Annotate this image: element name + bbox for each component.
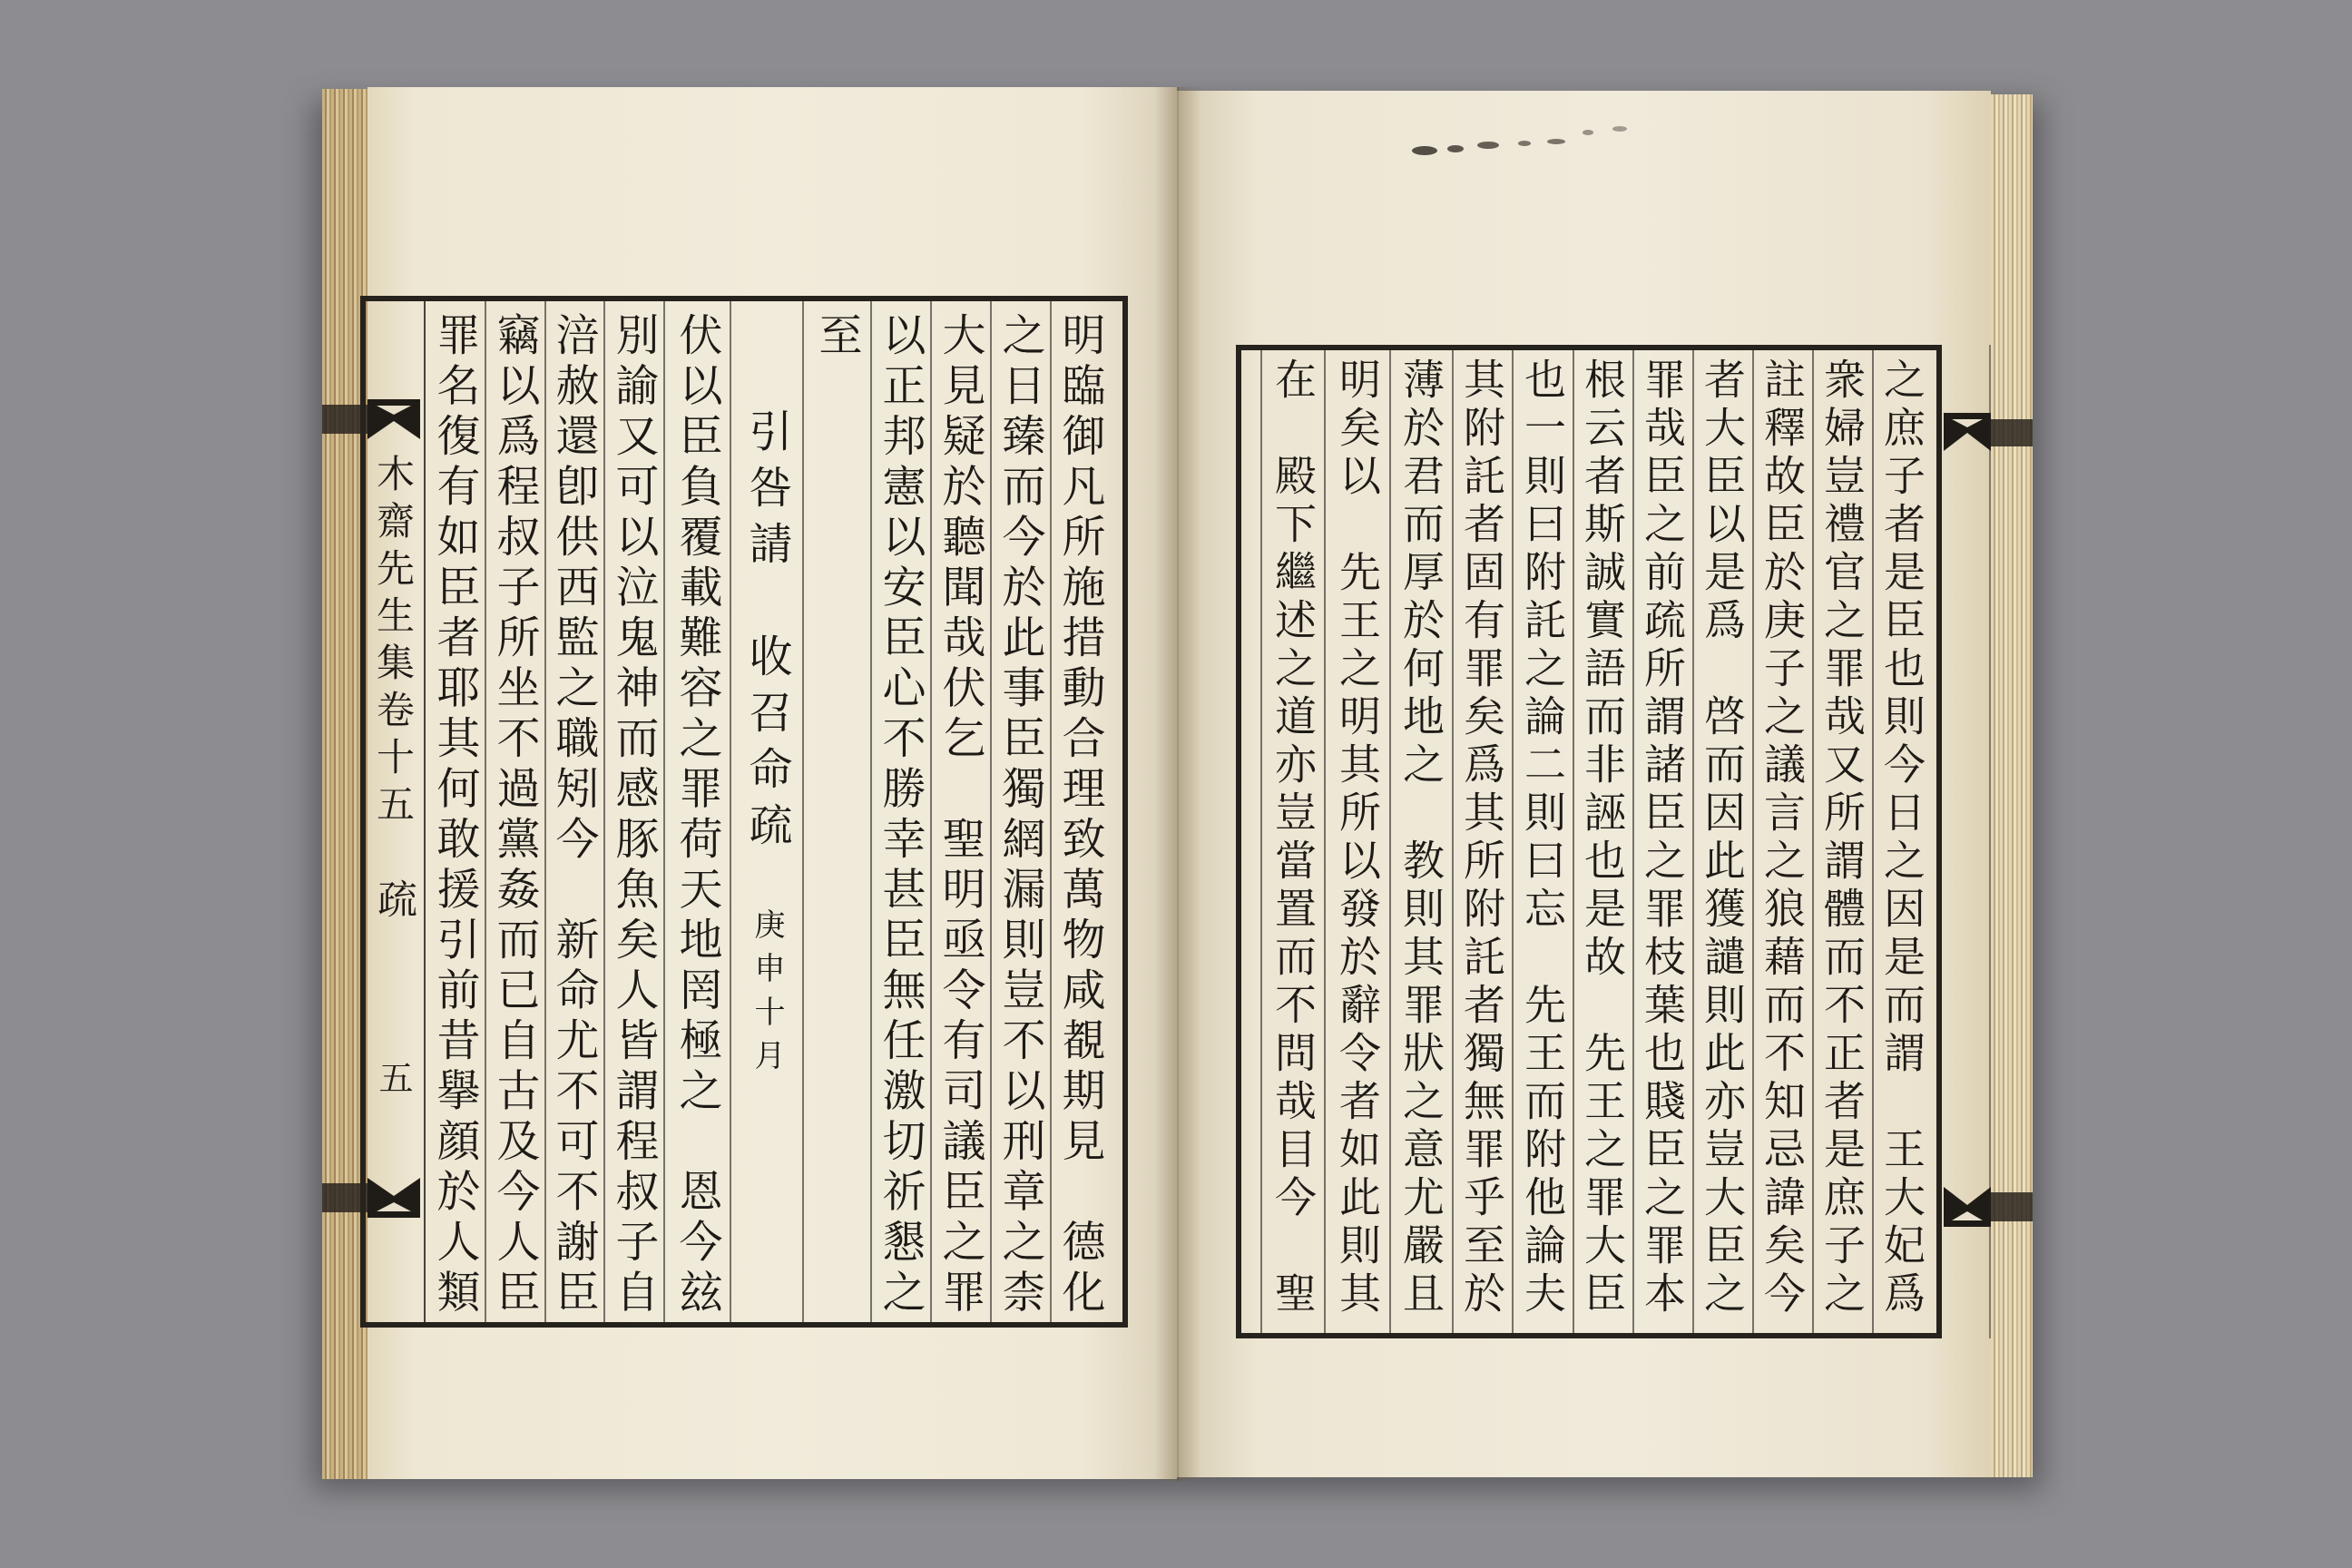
left-text-column: 涪赦還卽供西監之職矧今 新命尤不可不謝臣 xyxy=(544,296,603,1328)
section-label-margin: 疏 xyxy=(370,878,416,918)
book-spine xyxy=(1154,87,1201,1481)
book-title-margin: 木齋先生集卷十五 xyxy=(371,454,416,831)
date-annotation: 庚申十月 xyxy=(749,908,785,1083)
right-text-column: 其附託者固有罪矣爲其所附託者獨無罪乎至於 xyxy=(1452,345,1512,1338)
right-text-column: 在 殿下繼述之道亦豈當置而不問哉目今 聖 xyxy=(1260,345,1324,1338)
left-text-column: 罪名復有如臣者耶其何敢援引前昔擧顔於人類 xyxy=(424,296,485,1328)
lower-fish-tail-icon xyxy=(368,1178,420,1218)
binding-band xyxy=(1991,419,2033,446)
left-text-column: 明臨御凡所施措動合理致萬物咸覩期見 德化 xyxy=(1050,296,1110,1328)
page-number-margin: 五 xyxy=(373,1060,413,1094)
memorial-title-column xyxy=(730,296,802,1328)
right-text-column: 根云者斯誠實語而非誣也是故 先王之罪大臣 xyxy=(1573,345,1632,1338)
left-text-column: 以正邦憲以安臣心不勝幸甚臣無任激切祈懇之 xyxy=(870,296,930,1328)
right-text-column: 者大臣以是爲 啓而因此獲譴則此亦豈大臣之 xyxy=(1692,345,1752,1338)
left-text-column: 至 xyxy=(802,296,870,1328)
left-text-column: 竊以爲程叔子所坐不過黨姦而已自古及今人臣 xyxy=(485,296,544,1328)
left-text-column: 伏以臣負覆載難容之罪荷天地罔極之 恩今玆 xyxy=(663,296,730,1328)
lower-fish-tail-icon xyxy=(1944,1187,1991,1227)
ink-smudge xyxy=(1397,118,1651,172)
right-text-column: 薄於君而厚於何地之 教則其罪狀之意尤嚴且 xyxy=(1389,345,1452,1338)
right-text-column: 也一則曰附託之論二則曰忘 先王而附他論夫 xyxy=(1512,345,1573,1338)
right-text-column: 罪哉臣之前疏所謂諸臣之罪枝葉也賤臣之罪本 xyxy=(1632,345,1692,1338)
memorial-title: 引咎請 收召命疏 xyxy=(741,408,792,858)
right-page-edge-stack xyxy=(1991,94,2033,1477)
right-text-column: 註釋故臣於庚子之議言之狼藉而不知忌諱矣今 xyxy=(1752,345,1812,1338)
left-text-column: 大見疑於聽聞哉伏乞 聖明亟令有司議臣之罪 xyxy=(930,296,990,1328)
right-text-column: 之庶子者是臣也則今日之因是而謂 王大妃爲 xyxy=(1872,345,1932,1338)
upper-fish-tail-icon xyxy=(368,399,420,439)
binding-band xyxy=(1991,1192,2033,1221)
right-text-column: 衆婦豈禮官之罪哉又所謂體而不正者是庶子之 xyxy=(1812,345,1872,1338)
left-text-column: 之日臻而今於此事臣獨網漏則豈不以刑章之柰 xyxy=(990,296,1050,1328)
left-text-column: 別諭又可以泣鬼神而感豚魚矣人皆謂程叔子自 xyxy=(603,296,663,1328)
right-text-column: 明矣以 先王之明其所以發於辭令者如此則其 xyxy=(1324,345,1389,1338)
upper-fish-tail-icon xyxy=(1944,413,1991,451)
